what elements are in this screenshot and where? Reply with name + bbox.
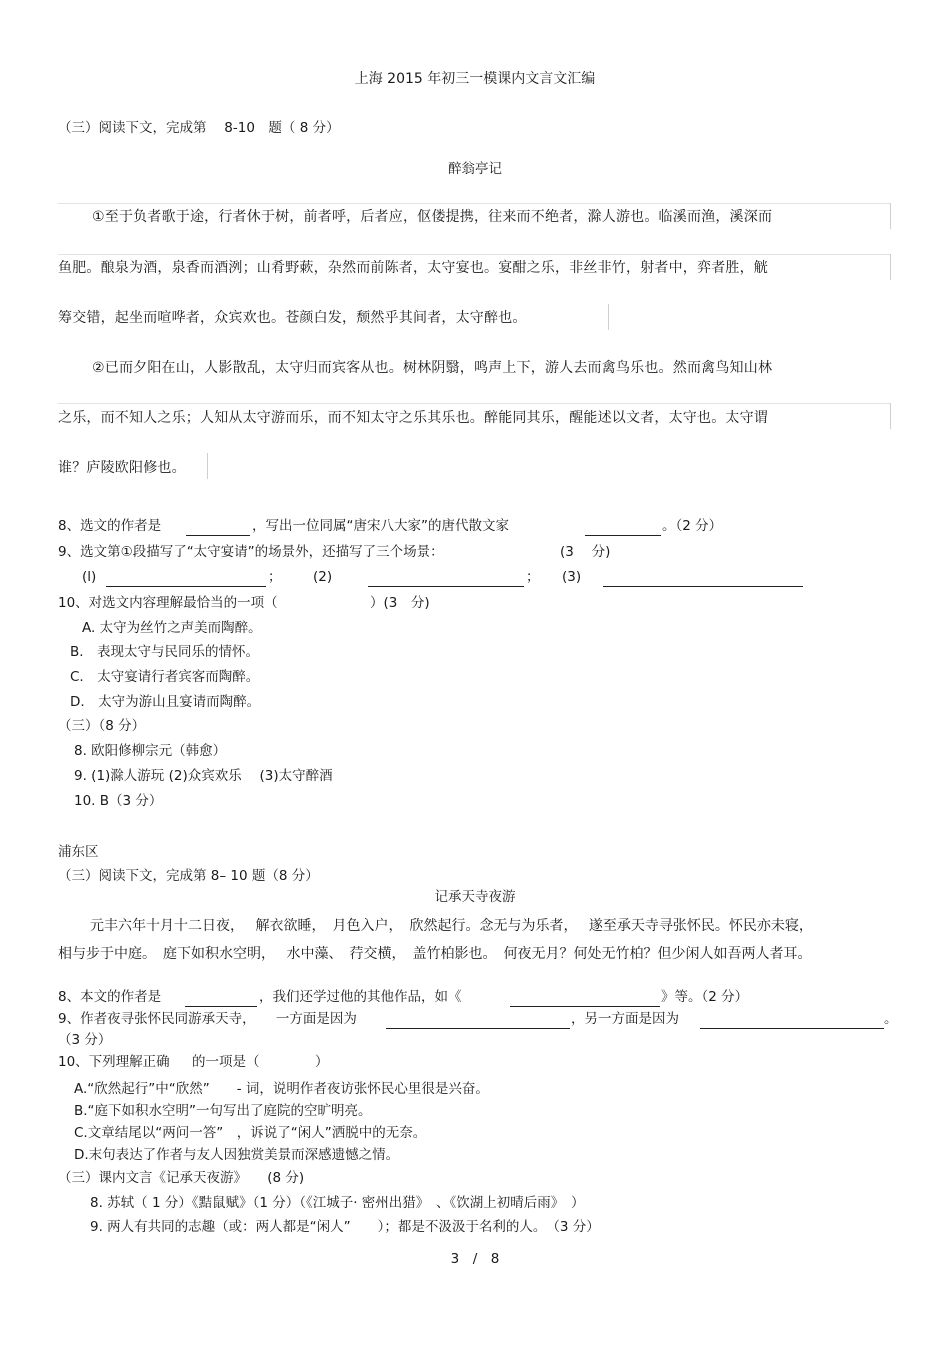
- answer-blank[interactable]: [106, 586, 266, 587]
- answer-key-heading: （三）课内文言《记承天夜游》 (8 分): [58, 1170, 305, 1186]
- answer-blank[interactable]: [510, 1006, 660, 1007]
- question-8-suffix: 。（2 分）: [662, 518, 723, 534]
- passage-line: 相与步于中庭。 庭下如积水空明， 水中藻、 荇交横， 盖竹柏影也。 何夜无月？何处无竹柏？但少闲人如吾两人者耳。: [58, 946, 812, 962]
- option-b: B.“庭下如积水空明”一句写出了庭院的空旷明亮。: [74, 1103, 372, 1119]
- option-d: D. 太守为游山且宴请而陶醉。: [70, 694, 261, 710]
- question-8-middle: ，我们还学过他的其他作品，如《: [259, 989, 462, 1005]
- question-8-prefix: 8、本文的作者是: [58, 989, 162, 1005]
- question-8-middle: ，写出一位同属“唐宋八大家”的唐代散文家: [252, 518, 509, 534]
- separator: ；: [268, 569, 282, 585]
- option-b: B. 表现太守与民同乐的情怀。: [70, 644, 260, 660]
- question-9-suffix: 。: [884, 1011, 898, 1027]
- passage-title-chengtian: 记承天寺夜游: [434, 889, 516, 905]
- separator: ；: [526, 569, 540, 585]
- answer-8: 8. 欧阳修柳宗元（韩愈）: [74, 743, 227, 759]
- passage-line: 鱼肥。酿泉为酒，泉香而酒洌；山肴野蔌，杂然而前陈者，太守宴也。宴酣之乐，非丝非竹，射者中，弈者胜，觥: [58, 260, 768, 276]
- answer-8: 8. 苏轼（ 1 分）《黠鼠赋》（1 分）（《江城子· 密州出猎》 、《饮湖上初晴后雨》 ）: [90, 1195, 585, 1211]
- option-c: C.文章结尾以“两问一答” ，诉说了“闲人”洒脱中的无奈。: [74, 1125, 427, 1141]
- answer-blank[interactable]: [186, 535, 250, 536]
- answer-10: 10. B（3 分）: [74, 793, 163, 809]
- scan-rule: [608, 304, 609, 330]
- scan-rule: [58, 203, 890, 204]
- blank-label: (l): [82, 569, 97, 585]
- scan-rule: [207, 453, 208, 479]
- option-d: D.末句表达了作者与友人因独赏美景而深感遗憾之情。: [74, 1147, 400, 1163]
- answer-blank[interactable]: [386, 1028, 570, 1029]
- page-number: 3 / 8: [450, 1251, 500, 1267]
- answer-blank[interactable]: [585, 535, 661, 536]
- option-a: A. 太守为丝竹之声美而陶醉。: [82, 620, 262, 636]
- answer-blank[interactable]: [603, 586, 803, 587]
- question-9-text: 9、选文第①段描写了“太守宴请”的场景外，还描写了三个场景：: [58, 544, 444, 560]
- district-label: 浦东区: [58, 844, 99, 860]
- answer-key-heading: （三）（8 分）: [58, 718, 146, 734]
- scan-rule: [890, 254, 891, 280]
- question-8-suffix: 》等。（2 分）: [661, 989, 749, 1005]
- blank-label: (3): [562, 569, 582, 585]
- scan-rule: [58, 254, 890, 255]
- question-9-middle: ，另一方面是因为: [571, 1011, 679, 1027]
- question-9-prefix: 9、作者夜寻张怀民同游承天寺， 一方面是因为: [58, 1011, 357, 1027]
- question-9-score: （3 分）: [58, 1032, 112, 1048]
- question-9-score: (3 分): [560, 544, 611, 560]
- passage-line: 筹交错，起坐而喧哗者，众宾欢也。苍颜白发，颓然乎其间者，太守醉也。: [58, 310, 527, 326]
- passage-line: 元丰六年十月十二日夜， 解衣欲睡， 月色入户， 欣然起行。念无与为乐者， 遂至承天寺寻张怀民。怀民亦未寝，: [90, 918, 813, 934]
- scan-rule: [58, 403, 890, 404]
- scan-rule: [890, 203, 891, 229]
- page-title: 上海 2015 年初三一模课内文言文汇编: [354, 71, 596, 87]
- option-c: C. 太守宴请行者宾客而陶醉。: [70, 669, 260, 685]
- passage-line: 之乐，而不知人之乐；人知从太守游而乐，而不知太守之乐其乐也。醉能同其乐，醒能述以文者，太守也。太守谓: [58, 410, 768, 426]
- answer-blank[interactable]: [185, 1006, 257, 1007]
- question-10-prefix: 10、对选文内容理解最恰当的一项（: [58, 595, 278, 611]
- passage-line: ①至于负者歌于途，行者休于树，前者呼，后者应，伛偻提携，往来而不绝者，滁人游也。临溪而渔，溪深而: [92, 209, 773, 225]
- answer-9: 9. (1)滁人游玩 (2)众宾欢乐 (3)太守醉酒: [74, 768, 333, 784]
- option-a: A.“欣然起行”中“欣然” - 词，说明作者夜访张怀民心里很是兴奋。: [74, 1081, 489, 1097]
- question-10-prefix: 10、下列理解正确: [58, 1054, 170, 1070]
- scan-rule: [890, 403, 891, 429]
- section2-heading: （三）阅读下文，完成第 8– 10 题（8 分）: [58, 868, 319, 884]
- passage-line: ②已而夕阳在山，人影散乱，太守归而宾客从也。树林阴翳，鸣声上下，游人去而禽鸟乐也。然而禽鸟知山林: [92, 360, 773, 376]
- question-10-suffix: ）(3 分): [370, 595, 430, 611]
- section1-heading: （三）阅读下文，完成第 8-10 题（ 8 分）: [58, 120, 340, 136]
- question-10-middle: 的一项是（: [192, 1054, 260, 1070]
- answer-blank[interactable]: [368, 586, 524, 587]
- question-10-suffix: ）: [315, 1054, 329, 1070]
- passage-title-zuiweng: 醉翁亭记: [448, 161, 502, 177]
- answer-9: 9. 两人有共同的志趣（或：两人都是“闲人” ）；都是不汲汲于名利的人。 （3 分）: [90, 1219, 600, 1235]
- passage-line: 谁？庐陵欧阳修也。: [58, 460, 186, 476]
- blank-label: (2): [313, 569, 333, 585]
- question-8-prefix: 8、选文的作者是: [58, 518, 162, 534]
- answer-blank[interactable]: [700, 1028, 884, 1029]
